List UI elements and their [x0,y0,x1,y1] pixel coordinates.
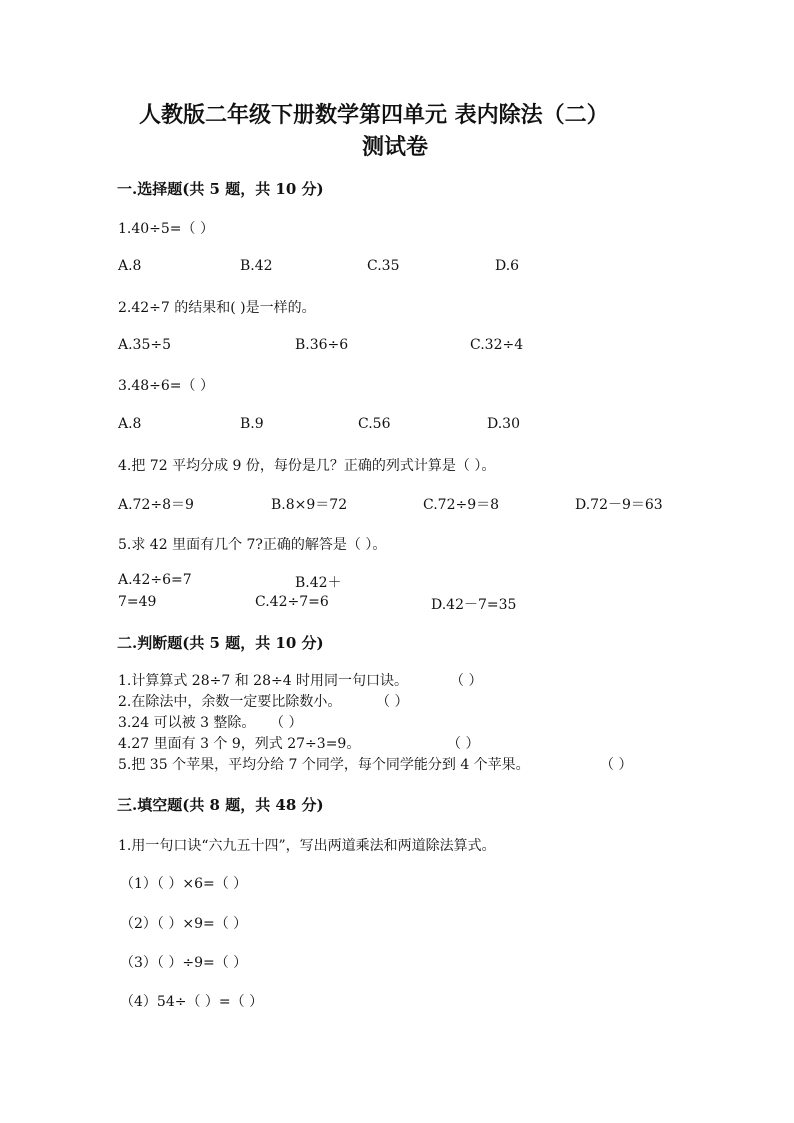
judgement-item-1-text: 1.计算算式 28÷7 和 28÷4 时用同一句口诀。 [118,673,409,689]
judgement-item-3 [118,713,255,734]
fill-question-1-part-4: （4）54÷（ ）=（ ） [120,994,264,1010]
question-5-option-a: A.42÷6=7 [118,572,192,588]
judgement-item-4-bracket: （ ） [447,736,480,752]
question-2-option-a: A.35÷5 [118,337,172,353]
question-3-stem: 3.48÷6=（ ） [118,378,214,394]
question-4-option-c: C.72÷9＝8 [423,497,500,513]
judgement-item-5 [118,755,530,776]
exam-title-line1: 人教版二年级下册数学第四单元 表内除法（二） [139,102,609,128]
question-2-stem: 2.42÷7 的结果和( )是一样的。 [118,300,316,316]
question-1-option-c: C.35 [367,258,400,274]
judgement-item-3-text: 3.24 可以被 3 整除。 [118,715,256,731]
fill-question-1-stem: 1.用一句口诀“六九五十四”，写出两道乘法和两道除法算式。 [118,838,496,854]
fill-question-1-part-3: （3）（ ）÷9=（ ） [120,955,248,971]
judgement-item-2-bracket: （ ） [376,694,409,710]
question-3-option-d: D.30 [487,416,520,432]
judgement-item-1 [118,671,408,692]
question-1-option-b: B.42 [240,258,273,274]
question-4-option-a: A.72÷8＝9 [118,497,194,513]
question-2-option-c: C.32÷4 [470,337,524,353]
judgement-item-2-text: 2.在除法中，余数一定要比除数小。 [118,694,342,710]
question-5-stem: 5.求 42 里面有几个 7?正确的解答是（ ）。 [118,537,387,553]
question-3-option-c: C.56 [358,416,391,432]
question-3-option-a: A.8 [118,416,142,432]
question-2-option-b: B.36÷6 [295,337,349,353]
question-5-option-b-line1: B.42＋ [295,575,342,591]
section-heading-fill-in: 三.填空题(共 8 题，共 48 分) [117,796,324,814]
question-1-option-a: A.8 [118,258,142,274]
judgement-item-2 [118,692,341,713]
question-3-option-b: B.9 [240,416,264,432]
section-heading-judgement: 二.判断题(共 5 题，共 10 分) [117,634,324,652]
judgement-item-3-bracket: （ ） [270,715,303,731]
question-5-option-b-line2: 7=49 [118,594,157,610]
question-1-option-d: D.6 [495,258,520,274]
exam-title-line2: 测试卷 [362,134,429,160]
section-heading-choice: 一.选择题(共 5 题，共 10 分) [117,180,324,198]
judgement-item-4-text: 4.27 里面有 3 个 9，列式 27÷3=9。 [118,736,361,752]
question-4-option-b: B.8×9＝72 [271,497,348,513]
question-5-option-c: C.42÷7=6 [255,594,329,610]
judgement-item-1-bracket: （ ） [450,673,483,689]
fill-question-1-part-1: （1）（ ）×6=（ ） [120,876,248,892]
judgement-item-4 [118,734,360,755]
fill-question-1-part-2: （2）（ ）×9=（ ） [120,916,248,932]
question-4-stem: 4.把 72 平均分成 9 份，每份是几？正确的列式计算是（ ）。 [118,458,496,474]
judgement-item-5-text: 5.把 35 个苹果，平均分给 7 个同学，每个同学能分到 4 个苹果。 [118,757,530,773]
question-5-option-d: D.42－7=35 [431,597,517,613]
judgement-item-5-bracket: （ ） [600,757,633,773]
question-1-stem: 1.40÷5=（ ） [118,221,214,237]
question-4-option-d: D.72－9＝63 [575,497,663,513]
